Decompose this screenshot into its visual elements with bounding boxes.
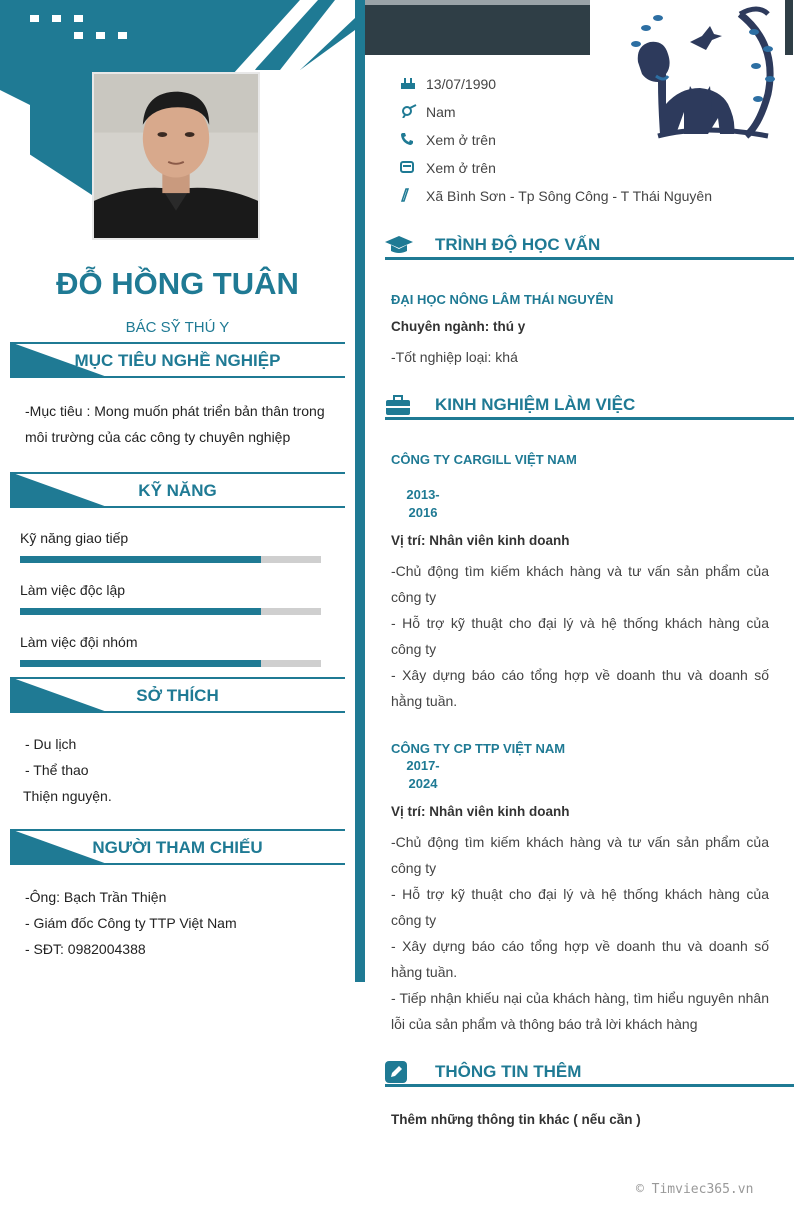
birthday-icon (400, 76, 426, 93)
gender-icon (400, 104, 426, 121)
duty-item: - Xây dựng báo cáo tổng hợp về doanh thu và doanh số hằng tuần. (391, 667, 769, 709)
reference-item: -Ông: Bạch Trần Thiện (25, 889, 167, 905)
section-title-experience: KINH NGHIỆM LÀM VIỆC (435, 395, 636, 414)
hobby-item: - Thể thao (25, 762, 89, 778)
profile-photo (92, 72, 260, 240)
reference-item: - SĐT: 0982004388 (25, 941, 146, 957)
additional-text: Thêm những thông tin khác ( nếu cần ) (391, 1112, 641, 1127)
skill-label: Kỹ năng giao tiếp (20, 530, 129, 546)
skill-bar-fill (20, 660, 261, 667)
header-edge-bar (785, 0, 793, 55)
gender-value: Nam (426, 104, 456, 120)
section-header-experience (385, 394, 794, 420)
contact-row (400, 186, 712, 206)
contact-row (400, 102, 456, 122)
section-header-skills (10, 472, 345, 508)
duty-item: - Tiếp nhận khiếu nại của khách hàng, tìm hiểu nguyên nhân lỗi của sản phẩm và thông báo trả lời khách hàng (391, 990, 769, 1032)
references-list (25, 884, 335, 962)
section-header-objective (10, 342, 345, 378)
job-period: 2013-2016 (406, 487, 440, 520)
address-value: Xã Bình Sơn - Tp Sông Công - T Thái Nguyên (426, 188, 712, 204)
contact-row (400, 158, 496, 178)
briefcase-icon (385, 394, 413, 416)
school-name: ĐẠI HỌC NÔNG LÂM THÁI NGUYÊN (391, 292, 614, 307)
hobby-item: - Du lịch (25, 736, 77, 752)
job-period: 2017-2024 (406, 758, 440, 791)
phone-icon (400, 132, 426, 149)
section-title-skills: KỸ NĂNG (138, 481, 217, 500)
skill-bar (20, 608, 321, 615)
duty-item: -Chủ động tìm kiếm khách hàng và tư vấn sản phẩm của công ty (391, 834, 769, 876)
header-dark-bar (365, 0, 590, 55)
duty-item: - Xây dựng báo cáo tổng hợp về doanh thu và doanh số hằng tuần. (391, 938, 769, 980)
section-header-references (10, 829, 345, 865)
pet-logo-icon (628, 4, 780, 146)
section-title-additional: THÔNG TIN THÊM (435, 1062, 582, 1081)
skill-item (20, 582, 321, 615)
skill-label: Làm việc độc lập (20, 582, 126, 598)
skill-item (20, 530, 321, 563)
graduation-cap-icon (385, 234, 413, 256)
skill-item (20, 634, 321, 667)
skill-bar-fill (20, 556, 261, 563)
company-name: CÔNG TY CARGILL VIỆT NAM (391, 452, 577, 467)
candidate-name: ĐỖ HỒNG TUÂN (56, 266, 299, 301)
section-header-additional (385, 1061, 794, 1087)
duty-item: - Hỗ trợ kỹ thuật cho đại lý và hệ thống khách hàng của công ty (391, 615, 769, 657)
birthday-value: 13/07/1990 (426, 76, 497, 92)
contact-row (400, 74, 496, 94)
contact-row (400, 130, 496, 150)
address-icon (400, 188, 426, 205)
phone-value: Xem ở trên (426, 132, 496, 148)
skill-bar (20, 556, 321, 563)
section-header-education (385, 234, 794, 260)
section-header-hobbies (10, 677, 345, 713)
section-title-objective: MỤC TIÊU NGHỀ NGHIỆP (74, 351, 281, 370)
footer-watermark: © Timviec365.vn (636, 1182, 754, 1197)
candidate-job-title: BÁC SỸ THÚ Y (125, 319, 230, 336)
skill-bar-fill (20, 608, 261, 615)
email-value: Xem ở trên (426, 160, 496, 176)
section-title-references: NGƯỜI THAM CHIẾU (92, 838, 263, 857)
job-position: Vị trí: Nhân viên kinh doanh (391, 533, 570, 548)
job-duties (391, 558, 769, 714)
hobbies-list (25, 731, 335, 809)
hobby-item: Thiện nguyện. (23, 788, 112, 804)
education-grade: -Tốt nghiệp loại: khá (391, 349, 518, 365)
company-name: CÔNG TY CP TTP VIỆT NAM (391, 741, 566, 756)
reference-item: - Giám đốc Công ty TTP Việt Nam (25, 915, 237, 931)
edit-icon (385, 1061, 413, 1083)
section-title-hobbies: SỞ THÍCH (136, 686, 219, 705)
email-icon (400, 160, 426, 177)
column-divider (355, 0, 365, 982)
job-duties (391, 829, 769, 1037)
skill-bar (20, 660, 321, 667)
duty-item: - Hỗ trợ kỹ thuật cho đại lý và hệ thống khách hàng của công ty (391, 886, 769, 928)
objective-text: -Mục tiêu : Mong muốn phát triển bản thân trong môi trường của các công ty chuyên nghiệp (25, 403, 325, 445)
section-title-education: TRÌNH ĐỘ HỌC VẤN (435, 235, 601, 254)
duty-item: -Chủ động tìm kiếm khách hàng và tư vấn sản phẩm của công ty (391, 563, 769, 605)
skill-label: Làm việc đội nhóm (20, 634, 138, 650)
education-major: Chuyên ngành: thú y (391, 319, 526, 334)
job-position: Vị trí: Nhân viên kinh doanh (391, 804, 570, 819)
